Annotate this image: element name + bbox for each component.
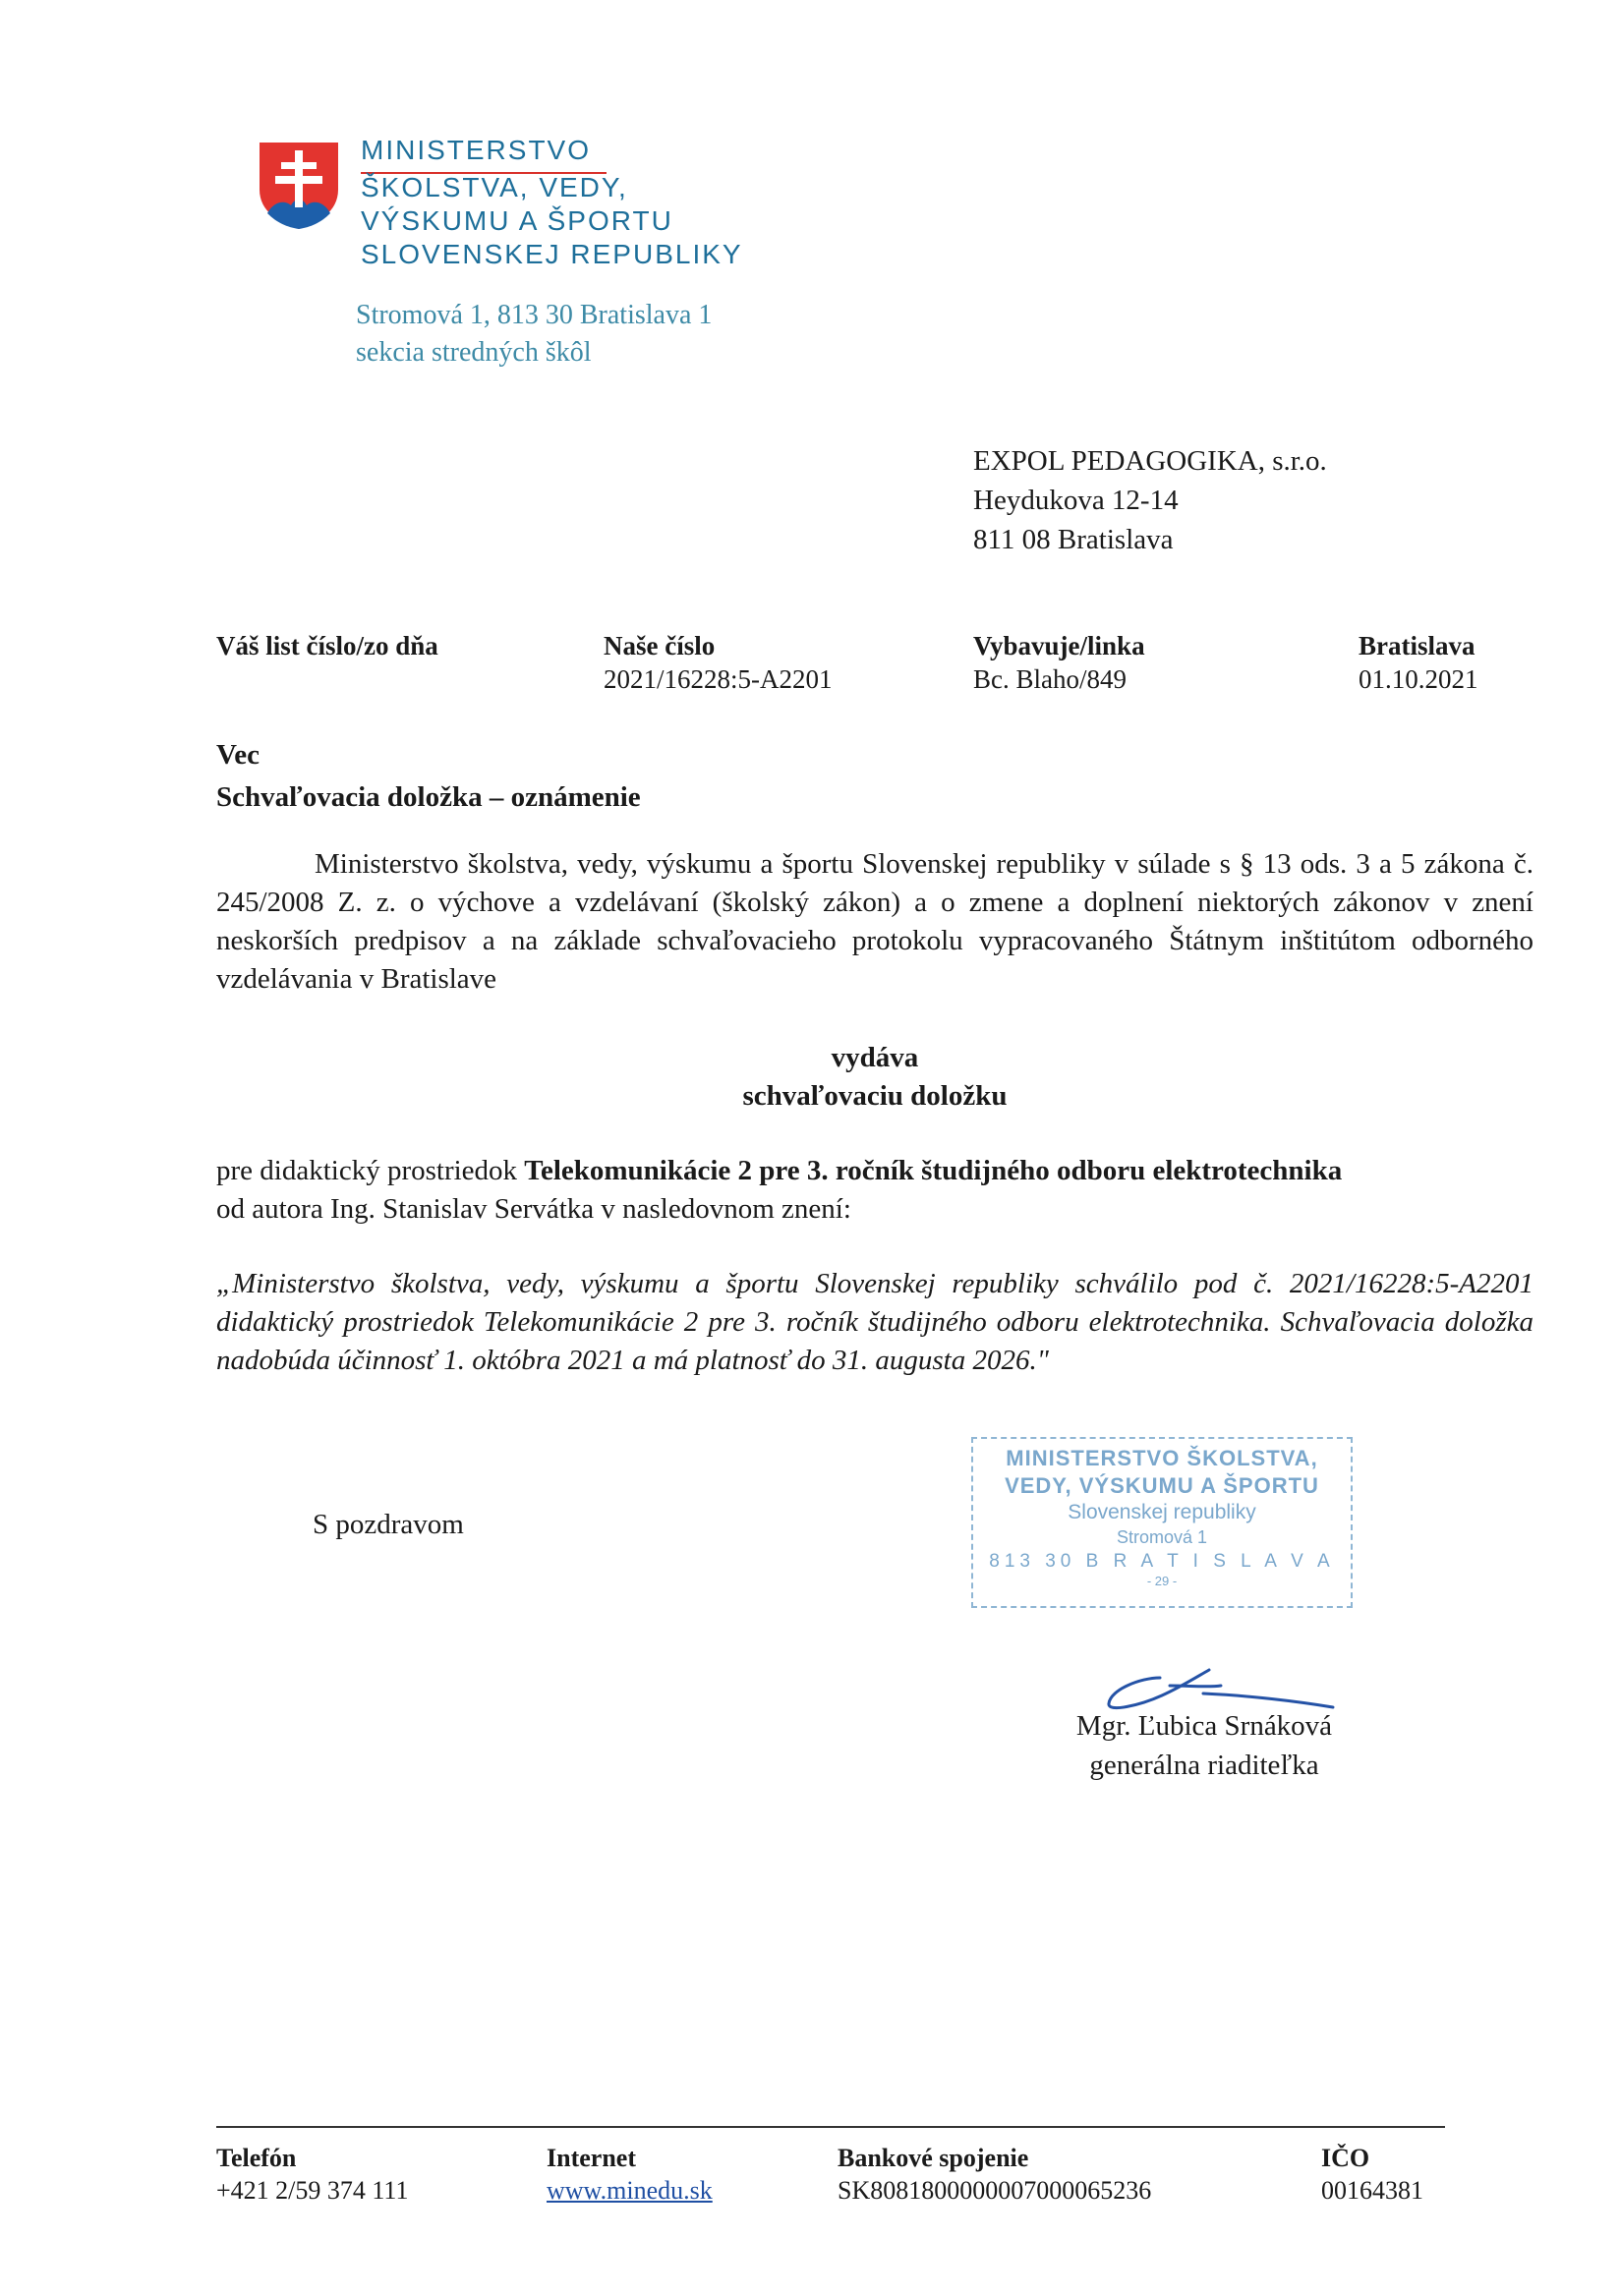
footer-ico-label: IČO (1321, 2144, 1370, 2172)
intro-paragraph: Ministerstvo školstva, vedy, výskumu a športu Slovenskej republiky v súlade s § 13 ods. 3 a 5 zákona č. 245/2008 Z. z. o výchove a vzdelávaní (školský zákon) a o zmene a doplnení niektorých zákonov v znení neskorších predpisov a na základe schvaľovacieho protokolu vypracovaného Štátnym inštitútom odborného vzdelávania v Bratislave (216, 848, 1533, 995)
recipient-name: EXPOL PEDAGOGIKA, s.r.o. (973, 445, 1327, 477)
ministry-name-line: MINISTERSTVO (361, 135, 592, 165)
approval-quote: „Ministerstvo školstva, vedy, výskumu a športu Slovenskej republiky schválilo pod č. 2021/16228:5-A2201 didaktický prostriedok Telekomunikácie 2 pre 3. ročník študijného odboru elektrotechnika. Schvaľovacia doložka nadobúda účinnosť 1. októbra 2021 a má platnosť do 31. augusta 2026." (216, 1268, 1533, 1376)
subject-block (216, 734, 641, 819)
greeting: S pozdravom (313, 1509, 464, 1540)
meta-place-label: Bratislava (1359, 631, 1475, 660)
recipient-city: 811 08 Bratislava (973, 524, 1174, 555)
meta-your-letter-label: Váš list číslo/zo dňa (216, 631, 438, 660)
slovak-coat-of-arms-icon (258, 141, 340, 231)
recipient-address (973, 441, 1327, 559)
stamp-line: Slovenskej republiky (1068, 1501, 1256, 1523)
stamp-line: MINISTERSTVO ŠKOLSTVA, (1006, 1446, 1318, 1470)
meta-date-value: 01.10.2021 (1359, 664, 1478, 694)
didactic-aid-author: od autora Ing. Stanislav Servátka v nasledovnom znení: (216, 1193, 851, 1225)
didactic-aid-paragraph (216, 1152, 1533, 1229)
signer-block (983, 1706, 1425, 1785)
didactic-aid-title: Telekomunikácie 2 pre 3. ročník študijného odboru elektrotechnika (524, 1155, 1343, 1186)
sender-address (356, 297, 712, 372)
stamp-line: Stromová 1 (1116, 1527, 1208, 1547)
sender-address-street: Stromová 1, 813 30 Bratislava 1 (356, 300, 713, 330)
stamp-line: VEDY, VÝSKUMU A ŠPORTU (1005, 1473, 1319, 1498)
signer-name: Mgr. Ľubica Srnáková (1075, 1710, 1333, 1742)
ministry-name (361, 134, 743, 271)
issue-line-verb: vydáva (831, 1042, 919, 1073)
official-stamp (971, 1437, 1353, 1608)
meta-handled-by-label: Vybavuje/linka (973, 631, 1145, 660)
meta-our-number-label: Naše číslo (604, 631, 716, 660)
footer-divider (216, 2126, 1445, 2128)
footer-phone-label: Telefón (216, 2144, 297, 2172)
footer-bank-label: Bankové spojenie (838, 2144, 1029, 2172)
ministry-name-line: ŠKOLSTVA, VEDY, (361, 172, 628, 202)
footer-bank-account: SK8081800000007000065236 (838, 2176, 1152, 2205)
stamp-line: - 29 - (1146, 1574, 1178, 1588)
signer-title: generálna riaditeľka (1089, 1750, 1319, 1781)
ministry-name-line: SLOVENSKEJ REPUBLIKY (361, 239, 743, 269)
footer-internet-label: Internet (547, 2144, 636, 2172)
subject-title: Schvaľovacia doložka – oznámenie (216, 781, 641, 813)
stamp-line: 813 30 B R A T I S L A V A (989, 1551, 1335, 1572)
issue-line-object: schvaľovaciu doložku (742, 1080, 1008, 1112)
footer-website-link[interactable]: www.minedu.sk (547, 2176, 713, 2205)
footer-ico: 00164381 (1321, 2176, 1423, 2205)
recipient-street: Heydukova 12-14 (973, 485, 1179, 516)
subject-label: Vec (216, 739, 260, 771)
ministry-name-line: VÝSKUMU A ŠPORTU (361, 205, 673, 236)
meta-our-number-value: 2021/16228:5-A2201 (604, 664, 833, 694)
didactic-aid-prefix: pre didaktický prostriedok (216, 1155, 525, 1186)
meta-handled-by-value: Bc. Blaho/849 (973, 664, 1127, 694)
footer-phone: +421 2/59 374 111 (216, 2176, 409, 2205)
sender-section: sekcia stredných škôl (356, 337, 592, 368)
